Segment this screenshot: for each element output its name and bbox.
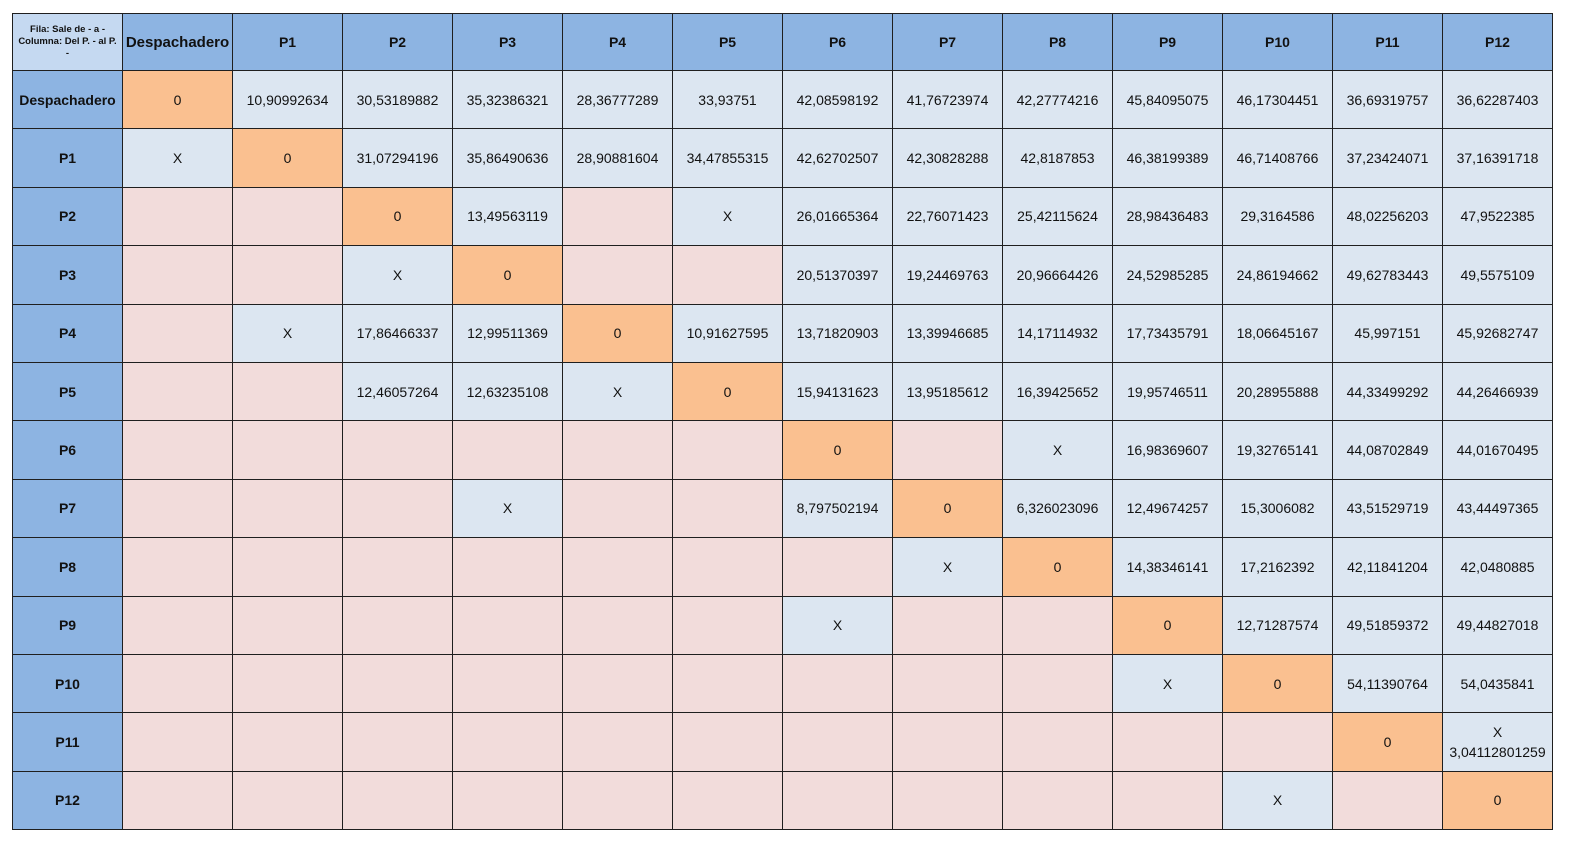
empty-cell bbox=[123, 304, 233, 362]
empty-cell bbox=[893, 654, 1003, 712]
empty-cell bbox=[123, 654, 233, 712]
diagonal-cell: 0 bbox=[453, 246, 563, 304]
empty-cell bbox=[783, 654, 893, 712]
empty-cell bbox=[673, 421, 783, 479]
distance-cell: 18,06645167 bbox=[1223, 304, 1333, 362]
excluded-cell: X bbox=[1003, 421, 1113, 479]
empty-cell bbox=[233, 596, 343, 654]
diagonal-cell: 0 bbox=[1113, 596, 1223, 654]
distance-cell: 43,44497365 bbox=[1443, 479, 1553, 537]
distance-cell: 49,51859372 bbox=[1333, 596, 1443, 654]
distance-cell: 42,27774216 bbox=[1003, 71, 1113, 129]
distance-cell: 29,3164586 bbox=[1223, 187, 1333, 245]
empty-cell bbox=[673, 654, 783, 712]
distance-cell: 12,71287574 bbox=[1223, 596, 1333, 654]
empty-cell bbox=[893, 421, 1003, 479]
empty-cell bbox=[673, 713, 783, 771]
distance-cell: 28,98436483 bbox=[1113, 187, 1223, 245]
diagonal-cell: 0 bbox=[893, 479, 1003, 537]
distance-cell: 10,90992634 bbox=[233, 71, 343, 129]
distance-cell: 10,91627595 bbox=[673, 304, 783, 362]
column-header: P2 bbox=[343, 14, 453, 71]
distance-cell: 44,01670495 bbox=[1443, 421, 1553, 479]
distance-cell: 37,23424071 bbox=[1333, 129, 1443, 187]
diagonal-cell: 0 bbox=[673, 362, 783, 420]
distance-cell: 20,28955888 bbox=[1223, 362, 1333, 420]
empty-cell bbox=[563, 596, 673, 654]
distance-cell: 46,38199389 bbox=[1113, 129, 1223, 187]
distance-cell: 42,0480885 bbox=[1443, 538, 1553, 596]
distance-cell: 35,86490636 bbox=[453, 129, 563, 187]
empty-cell bbox=[233, 362, 343, 420]
row-header: P4 bbox=[13, 304, 123, 362]
empty-cell bbox=[1003, 713, 1113, 771]
distance-cell: 16,98369607 bbox=[1113, 421, 1223, 479]
empty-cell bbox=[673, 479, 783, 537]
table-row bbox=[13, 71, 1553, 129]
column-header: P8 bbox=[1003, 14, 1113, 71]
empty-cell bbox=[123, 713, 233, 771]
excluded-cell: X bbox=[123, 129, 233, 187]
distance-cell: 28,90881604 bbox=[563, 129, 673, 187]
excluded-cell: X bbox=[673, 187, 783, 245]
row-header: P6 bbox=[13, 421, 123, 479]
table-row bbox=[13, 771, 1553, 829]
row-header: P7 bbox=[13, 479, 123, 537]
distance-cell: 13,95185612 bbox=[893, 362, 1003, 420]
distance-cell: 44,26466939 bbox=[1443, 362, 1553, 420]
distance-cell: 26,01665364 bbox=[783, 187, 893, 245]
row-header: P1 bbox=[13, 129, 123, 187]
distance-cell: 36,62287403 bbox=[1443, 71, 1553, 129]
empty-cell bbox=[453, 713, 563, 771]
distance-matrix-table bbox=[12, 13, 1553, 830]
empty-cell bbox=[233, 479, 343, 537]
distance-cell: 28,36777289 bbox=[563, 71, 673, 129]
distance-cell: 30,53189882 bbox=[343, 71, 453, 129]
distance-cell: 22,76071423 bbox=[893, 187, 1003, 245]
diagonal-cell: 0 bbox=[563, 304, 673, 362]
empty-cell bbox=[673, 538, 783, 596]
table-row bbox=[13, 304, 1553, 362]
column-header: P7 bbox=[893, 14, 1003, 71]
empty-cell bbox=[123, 479, 233, 537]
empty-cell bbox=[123, 596, 233, 654]
column-header: P11 bbox=[1333, 14, 1443, 71]
distance-cell: 33,93751 bbox=[673, 71, 783, 129]
empty-cell bbox=[1003, 771, 1113, 829]
empty-cell bbox=[563, 421, 673, 479]
distance-cell: 13,49563119 bbox=[453, 187, 563, 245]
column-header: P6 bbox=[783, 14, 893, 71]
column-header: P9 bbox=[1113, 14, 1223, 71]
distance-cell: 15,94131623 bbox=[783, 362, 893, 420]
distance-cell: 42,62702507 bbox=[783, 129, 893, 187]
distance-cell: 41,76723974 bbox=[893, 71, 1003, 129]
row-header: P12 bbox=[13, 771, 123, 829]
row-header: Despachadero bbox=[13, 71, 123, 129]
empty-cell bbox=[893, 596, 1003, 654]
distance-cell: 54,0435841 bbox=[1443, 654, 1553, 712]
distance-cell: 25,42115624 bbox=[1003, 187, 1113, 245]
corner-label: Fila: Sale de - a - Columna: Del P. - al P. - bbox=[13, 14, 123, 71]
distance-cell: 45,92682747 bbox=[1443, 304, 1553, 362]
distance-cell: 31,07294196 bbox=[343, 129, 453, 187]
distance-cell: 14,17114932 bbox=[1003, 304, 1113, 362]
empty-cell bbox=[453, 654, 563, 712]
distance-cell: 19,95746511 bbox=[1113, 362, 1223, 420]
distance-cell: 15,3006082 bbox=[1223, 479, 1333, 537]
distance-cell: 17,86466337 bbox=[343, 304, 453, 362]
empty-cell bbox=[453, 771, 563, 829]
table-row bbox=[13, 187, 1553, 245]
empty-cell bbox=[233, 654, 343, 712]
column-header: P5 bbox=[673, 14, 783, 71]
distance-cell: 34,47855315 bbox=[673, 129, 783, 187]
diagonal-cell: 0 bbox=[123, 71, 233, 129]
header-row bbox=[13, 14, 1553, 71]
excluded-cell: X bbox=[233, 304, 343, 362]
table-row bbox=[13, 596, 1553, 654]
empty-cell bbox=[343, 654, 453, 712]
diagonal-cell: 0 bbox=[1443, 771, 1553, 829]
empty-cell bbox=[1113, 771, 1223, 829]
table-row bbox=[13, 713, 1553, 771]
excluded-cell: X bbox=[783, 596, 893, 654]
empty-cell bbox=[123, 538, 233, 596]
empty-cell bbox=[893, 713, 1003, 771]
table-row bbox=[13, 362, 1553, 420]
table-row bbox=[13, 129, 1553, 187]
distance-cell: 49,62783443 bbox=[1333, 246, 1443, 304]
empty-cell bbox=[1003, 654, 1113, 712]
table-row bbox=[13, 654, 1553, 712]
empty-cell bbox=[123, 771, 233, 829]
excluded-cell: X 3,04112801259 bbox=[1443, 713, 1553, 771]
empty-cell bbox=[563, 771, 673, 829]
distance-cell: 44,08702849 bbox=[1333, 421, 1443, 479]
empty-cell bbox=[783, 771, 893, 829]
empty-cell bbox=[783, 713, 893, 771]
empty-cell bbox=[233, 187, 343, 245]
distance-cell: 45,84095075 bbox=[1113, 71, 1223, 129]
empty-cell bbox=[563, 538, 673, 596]
empty-cell bbox=[783, 538, 893, 596]
distance-cell: 17,2162392 bbox=[1223, 538, 1333, 596]
distance-cell: 13,39946685 bbox=[893, 304, 1003, 362]
distance-cell: 42,08598192 bbox=[783, 71, 893, 129]
empty-cell bbox=[453, 596, 563, 654]
empty-cell bbox=[673, 596, 783, 654]
empty-cell bbox=[123, 246, 233, 304]
diagonal-cell: 0 bbox=[1223, 654, 1333, 712]
distance-cell: 19,24469763 bbox=[893, 246, 1003, 304]
distance-cell: 36,69319757 bbox=[1333, 71, 1443, 129]
diagonal-cell: 0 bbox=[343, 187, 453, 245]
row-header: P9 bbox=[13, 596, 123, 654]
distance-cell: 43,51529719 bbox=[1333, 479, 1443, 537]
excluded-cell: X bbox=[343, 246, 453, 304]
distance-cell: 13,71820903 bbox=[783, 304, 893, 362]
column-header: Despachadero bbox=[123, 14, 233, 71]
empty-cell bbox=[343, 771, 453, 829]
empty-cell bbox=[233, 421, 343, 479]
empty-cell bbox=[453, 538, 563, 596]
distance-cell: 20,51370397 bbox=[783, 246, 893, 304]
table-row bbox=[13, 421, 1553, 479]
distance-cell: 35,32386321 bbox=[453, 71, 563, 129]
empty-cell bbox=[123, 187, 233, 245]
distance-cell: 12,46057264 bbox=[343, 362, 453, 420]
distance-cell: 19,32765141 bbox=[1223, 421, 1333, 479]
distance-cell: 42,8187853 bbox=[1003, 129, 1113, 187]
empty-cell bbox=[1113, 713, 1223, 771]
excluded-cell: X bbox=[1223, 771, 1333, 829]
empty-cell bbox=[343, 538, 453, 596]
distance-cell: 24,86194662 bbox=[1223, 246, 1333, 304]
diagonal-cell: 0 bbox=[1333, 713, 1443, 771]
distance-cell: 6,326023096 bbox=[1003, 479, 1113, 537]
column-header: P1 bbox=[233, 14, 343, 71]
distance-cell: 17,73435791 bbox=[1113, 304, 1223, 362]
empty-cell bbox=[233, 771, 343, 829]
empty-cell bbox=[453, 421, 563, 479]
distance-cell: 16,39425652 bbox=[1003, 362, 1113, 420]
table-row bbox=[13, 538, 1553, 596]
distance-cell: 24,52985285 bbox=[1113, 246, 1223, 304]
row-header: P10 bbox=[13, 654, 123, 712]
column-header: P4 bbox=[563, 14, 673, 71]
distance-cell: 42,11841204 bbox=[1333, 538, 1443, 596]
table-row bbox=[13, 246, 1553, 304]
distance-cell: 47,9522385 bbox=[1443, 187, 1553, 245]
distance-cell: 12,63235108 bbox=[453, 362, 563, 420]
diagonal-cell: 0 bbox=[783, 421, 893, 479]
distance-cell: 42,30828288 bbox=[893, 129, 1003, 187]
distance-cell: 20,96664426 bbox=[1003, 246, 1113, 304]
empty-cell bbox=[563, 246, 673, 304]
distance-cell: 8,797502194 bbox=[783, 479, 893, 537]
distance-cell: 48,02256203 bbox=[1333, 187, 1443, 245]
diagonal-cell: 0 bbox=[233, 129, 343, 187]
empty-cell bbox=[343, 713, 453, 771]
empty-cell bbox=[123, 362, 233, 420]
empty-cell bbox=[673, 771, 783, 829]
column-header: P12 bbox=[1443, 14, 1553, 71]
distance-cell: 46,71408766 bbox=[1223, 129, 1333, 187]
diagonal-cell: 0 bbox=[1003, 538, 1113, 596]
empty-cell bbox=[563, 654, 673, 712]
distance-cell: 12,99511369 bbox=[453, 304, 563, 362]
distance-cell: 46,17304451 bbox=[1223, 71, 1333, 129]
empty-cell bbox=[1223, 713, 1333, 771]
distance-cell: 37,16391718 bbox=[1443, 129, 1553, 187]
distance-cell: 45,997151 bbox=[1333, 304, 1443, 362]
empty-cell bbox=[233, 246, 343, 304]
empty-cell bbox=[233, 538, 343, 596]
empty-cell bbox=[343, 479, 453, 537]
excluded-cell: X bbox=[1113, 654, 1223, 712]
distance-cell: 44,33499292 bbox=[1333, 362, 1443, 420]
table-row bbox=[13, 479, 1553, 537]
empty-cell bbox=[563, 713, 673, 771]
empty-cell bbox=[673, 246, 783, 304]
excluded-cell: X bbox=[563, 362, 673, 420]
row-header: P11 bbox=[13, 713, 123, 771]
column-header: P3 bbox=[453, 14, 563, 71]
empty-cell bbox=[563, 479, 673, 537]
empty-cell bbox=[233, 713, 343, 771]
row-header: P2 bbox=[13, 187, 123, 245]
row-header: P8 bbox=[13, 538, 123, 596]
distance-cell: 14,38346141 bbox=[1113, 538, 1223, 596]
row-header: P3 bbox=[13, 246, 123, 304]
empty-cell bbox=[343, 421, 453, 479]
empty-cell bbox=[893, 771, 1003, 829]
distance-cell: 12,49674257 bbox=[1113, 479, 1223, 537]
excluded-cell: X bbox=[453, 479, 563, 537]
row-header: P5 bbox=[13, 362, 123, 420]
empty-cell bbox=[1333, 771, 1443, 829]
distance-cell: 49,44827018 bbox=[1443, 596, 1553, 654]
empty-cell bbox=[123, 421, 233, 479]
distance-cell: 54,11390764 bbox=[1333, 654, 1443, 712]
empty-cell bbox=[343, 596, 453, 654]
distance-cell: 49,5575109 bbox=[1443, 246, 1553, 304]
empty-cell bbox=[563, 187, 673, 245]
excluded-cell: X bbox=[893, 538, 1003, 596]
empty-cell bbox=[1003, 596, 1113, 654]
column-header: P10 bbox=[1223, 14, 1333, 71]
